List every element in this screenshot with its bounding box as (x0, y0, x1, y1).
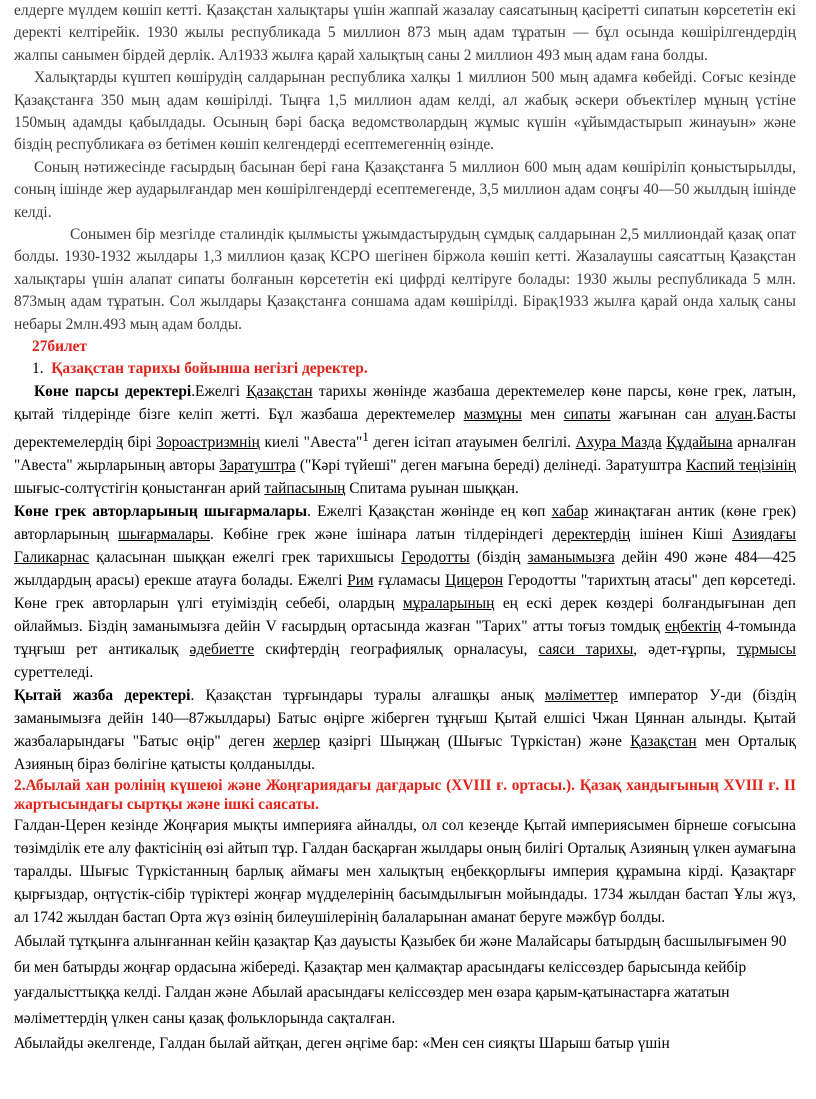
link-information[interactable]: мәліметтер (544, 687, 618, 705)
link-rome[interactable]: Рим (347, 572, 374, 590)
link-various[interactable]: алуан (715, 406, 753, 424)
text: , әдет-ғұрпы, (633, 641, 737, 659)
text: киелі "Авеста" (259, 434, 363, 452)
link-lands[interactable]: жерлер (273, 733, 321, 751)
text: ("Кәрі түйеші" деген мағына береді) делінеді. Заратуштра (295, 457, 687, 475)
text: жағынан сан (610, 406, 716, 424)
paragraph-forced-resettlement: Халықтарды күштеп көшірудің салдарынан республика халқы 1 миллион 500 мың адамға көбейді. Соғыс кезінде Қазақстанға 350 мың адам көшірілді. Тыңға 1,5 миллион адам келді, ал жабық әскери объектілер мұның үстіне 150мың адамды қабылдады. Осының бәрі басқа ведомстволардың жұмыс күшін «ұйымдастырып жинауын» және біздің республикаға өз бетімен көшіп келгендерді есептемегеннің өзінде. (14, 69, 796, 154)
text: шығыс-солтүстігін қоныстанған арий (14, 480, 265, 498)
link-news[interactable]: хабар (551, 503, 589, 521)
link-tribe[interactable]: тайпасының (264, 480, 346, 498)
link-halicarnassus[interactable]: Галикарнас (14, 549, 90, 567)
link-political-history[interactable]: саяси тарихы (538, 641, 634, 659)
link-sources[interactable]: деректердің (552, 526, 631, 544)
text: 4-томында тұңғыш рет антикалық (14, 618, 796, 659)
question-1-heading (14, 357, 796, 380)
link-cicero[interactable]: Цицерон (445, 572, 504, 590)
text: арналған "Авеста" жырларының авторы (14, 434, 796, 475)
text: . Көбіне грек және ішінара латын тілдеріндегі (209, 526, 553, 544)
gray-section (14, 0, 796, 336)
link-lifestyle[interactable]: тұрмысы (736, 641, 796, 659)
chinese-heading: Қытай жазба деректері (14, 687, 191, 705)
text: суреттеледі. (14, 664, 94, 682)
text: . Қазақстан тұрғындары туралы алғашқы анық (190, 687, 545, 705)
text: қазіргі Шыңжаң (Шығыс Түркістан) және (320, 733, 631, 751)
text: император У-ди (біздің заманымызға дейін 140—87жылдары) Батыс өңірге жіберген тұңғыш Қытай елшісі Чжан Цяннан алынды. Қытай жазбаларындағы "Батыс өңір" деген (14, 687, 797, 751)
text: ең ескі дерек көздері болғандығынан деп ойлаймыз. Біздің заманымызға дейін V ғасырдың ортасында жазған "Тарих" атты тоғыз томдық (14, 595, 796, 636)
text: . Ежелгі Қазақстан жөнінде ең көп (307, 503, 552, 521)
text: дейін 490 және 484—425 жылдардың арасы) ерекше атауға болады. Ежелгі (14, 549, 797, 590)
link-literature[interactable]: әдебиетте (189, 641, 255, 659)
question-1-title: Қазақстан тарихы бойынша негізгі деректер. (51, 360, 368, 378)
text: жинақтаған антик (көне грек) авторларының (14, 503, 796, 544)
link-zoroastrianism[interactable]: Зороастризмнің (156, 434, 260, 452)
text: .Басты деректемелердің бірі (14, 406, 796, 452)
paragraph-last-line: Абылайды әкелгенде, Галдан былай айтқан, деген әңгіме бар: «Мен сен сияқты Шарыш батыр үшін (14, 1035, 670, 1053)
question-1-number: 1. (32, 360, 44, 378)
question-2-title: 2.Абылай хан ролінің күшеюі және Жоңғариядағы дағдарыс (XVIII ғ. ортасы.). Қазақ хандығының XVIII ғ. II жартысындағы сыртқы және ішкі саясаты. (14, 777, 796, 814)
link-god[interactable]: Құдайына (666, 434, 733, 452)
paragraph-chinese-sources (14, 684, 796, 776)
greek-heading: Көне грек авторларының шығармалары (14, 503, 308, 521)
text: мен (521, 406, 564, 424)
link-works[interactable]: шығармалары (117, 526, 210, 544)
link-herodotus[interactable]: Геродотты (401, 549, 470, 567)
paragraph-galdan: Галдан-Церен кезінде Жоңғария мықты империяға айналды, ол сол кезеңде Қытай империясымен бірнеше соғысына төзімділік ете алу фактісінің өзі айтып тұр. Галдан басқарған жылдары оның билігі Орталық Азияның үлкен аумағына таралды. Шығыс Түркістанның барлық аймағы мен халықтың еңбекқорлығы империя құрамына кірді. Қазақтарғ қырғыздар, оңтүстік-сібір түріктері жоңғар мүдделерінің басымдылығын мойындады. 1734 жылдан бастап Ұлы жүз, ал 1742 жылдан бастап Орта жүз өзінің билеушілерінің балаларынан аманат беруге мәжбүр болды. (14, 817, 796, 927)
text: мен Орталық Азияның біраз бөлігіне қатысты қолданылды. (14, 733, 796, 774)
link-content[interactable]: мазмұны (463, 406, 522, 424)
text: қаласынан шыққан ежелгі грек тарихшысы (89, 549, 402, 567)
link-heritage[interactable]: мұраларының (402, 595, 495, 613)
footnote-mark: 1 (362, 430, 369, 445)
link-caspian-sea[interactable]: Каспий теңізінің (686, 457, 796, 475)
link-era[interactable]: заманымызға (527, 549, 615, 567)
link-ahura-mazda[interactable]: Ахура Мазда (575, 434, 662, 452)
link-kazakhstan-2[interactable]: Қазақстан (630, 733, 697, 751)
text: ғұламасы (373, 572, 446, 590)
text: .Ежелгі (191, 383, 247, 401)
text: Геродотты "тарихтың атасы" деп көрсетеді. Көне грек авторларын үлгі етуіміздің себебі, олардың (14, 572, 796, 613)
paragraph-resettlement-result: Соның нәтижесінде ғасырдың басынан бері ғана Қазақстанға 5 миллион 600 мың адам көшіріліп қоныстырылды, соның ішінде жер аударылғандар мен көшірілгендерді есептемегенде, 3,5 миллион адам соңғы 40—50 жылдың ішінде келді. (14, 158, 796, 221)
paragraph-deportation-figures: елдерге мүлдем көшіп кетті. Қазақстан халықтары үшін жаппай жазалау саясатының қасіретті сипатын көрсететін екі деректі келтірейік. 1930 жылы республикада 5 миллион 873 мың адам тұратын — бұл осында көшірілгендердің жалпы санымен бірдей дерлік. Ал1933 жылға қарай халықтың саны 2 миллион 493 мың адам ғана болды. (14, 2, 796, 64)
text: (біздің (469, 549, 528, 567)
link-zarathustra[interactable]: Заратуштра (219, 457, 296, 475)
link-kazakhstan[interactable]: Қазақстан (246, 383, 313, 401)
paragraph-greek-sources (14, 500, 796, 684)
paragraph-collectivization: Сонымен бір мезгілде сталиндік қылмысты ұжымдастырудың сұмдық салдарынан 2,5 миллиондай қазақ опат болды. 1930-1932 жылдары 1,3 миллион қазақ КСРО шегінен біржола көшіп кетті. Жазалаушы саясаттың Қазақстан халықтары үшін алапат сипаты болғанын көрсететін екі цифрді келтіруге болады: 1930 жылы республикада 5 млн. 873мың адам тұратын. Сол жылдары Қазақстанға соншама адам көшірілді. Бірақ1933 жылға қарай онда халық саны небары 2млн.493 мың адам болды. (14, 226, 796, 333)
link-character[interactable]: сипаты (563, 406, 611, 424)
text: тарихы жөнінде жазбаша деректемелер көне парсы, көне грек, латын, қытай тілдерінде бізге келіп жетті. Бұл жазбаша деректемелер (14, 383, 796, 424)
link-asia[interactable]: Азиядағы (732, 526, 796, 544)
text: Спитама руынан шыққан. (345, 480, 519, 498)
link-work[interactable]: еңбектің (664, 618, 722, 636)
text: деген ісітап атауымен белгілі. (368, 434, 576, 452)
text: скифтердің географиялық орналасуы, (254, 641, 539, 659)
text: ішінен Кіші (630, 526, 733, 544)
ticket-title: 27билет (32, 338, 87, 356)
paragraph-persian-sources (14, 380, 796, 500)
paragraph-ablai: Абылай тұтқынға алынғаннан кейін қазақтар Қаз дауысты Қазыбек би және Малайсары батырдың басшылығымен 90 би мен батырды жоңғар ордасына жібереді. Қазақтар мен қалмақтар арасындағы келіссөздер барысында кейбір уағдалысттыққа келді. Галдан және Абылай арасындағы келіссөздер мен өзара қарым-қатынастарға жататын мәліметтердің үлкен саны қазақ фольклорында сақталған. (14, 933, 787, 1027)
persian-heading: Көне парсы деректері (34, 383, 192, 401)
